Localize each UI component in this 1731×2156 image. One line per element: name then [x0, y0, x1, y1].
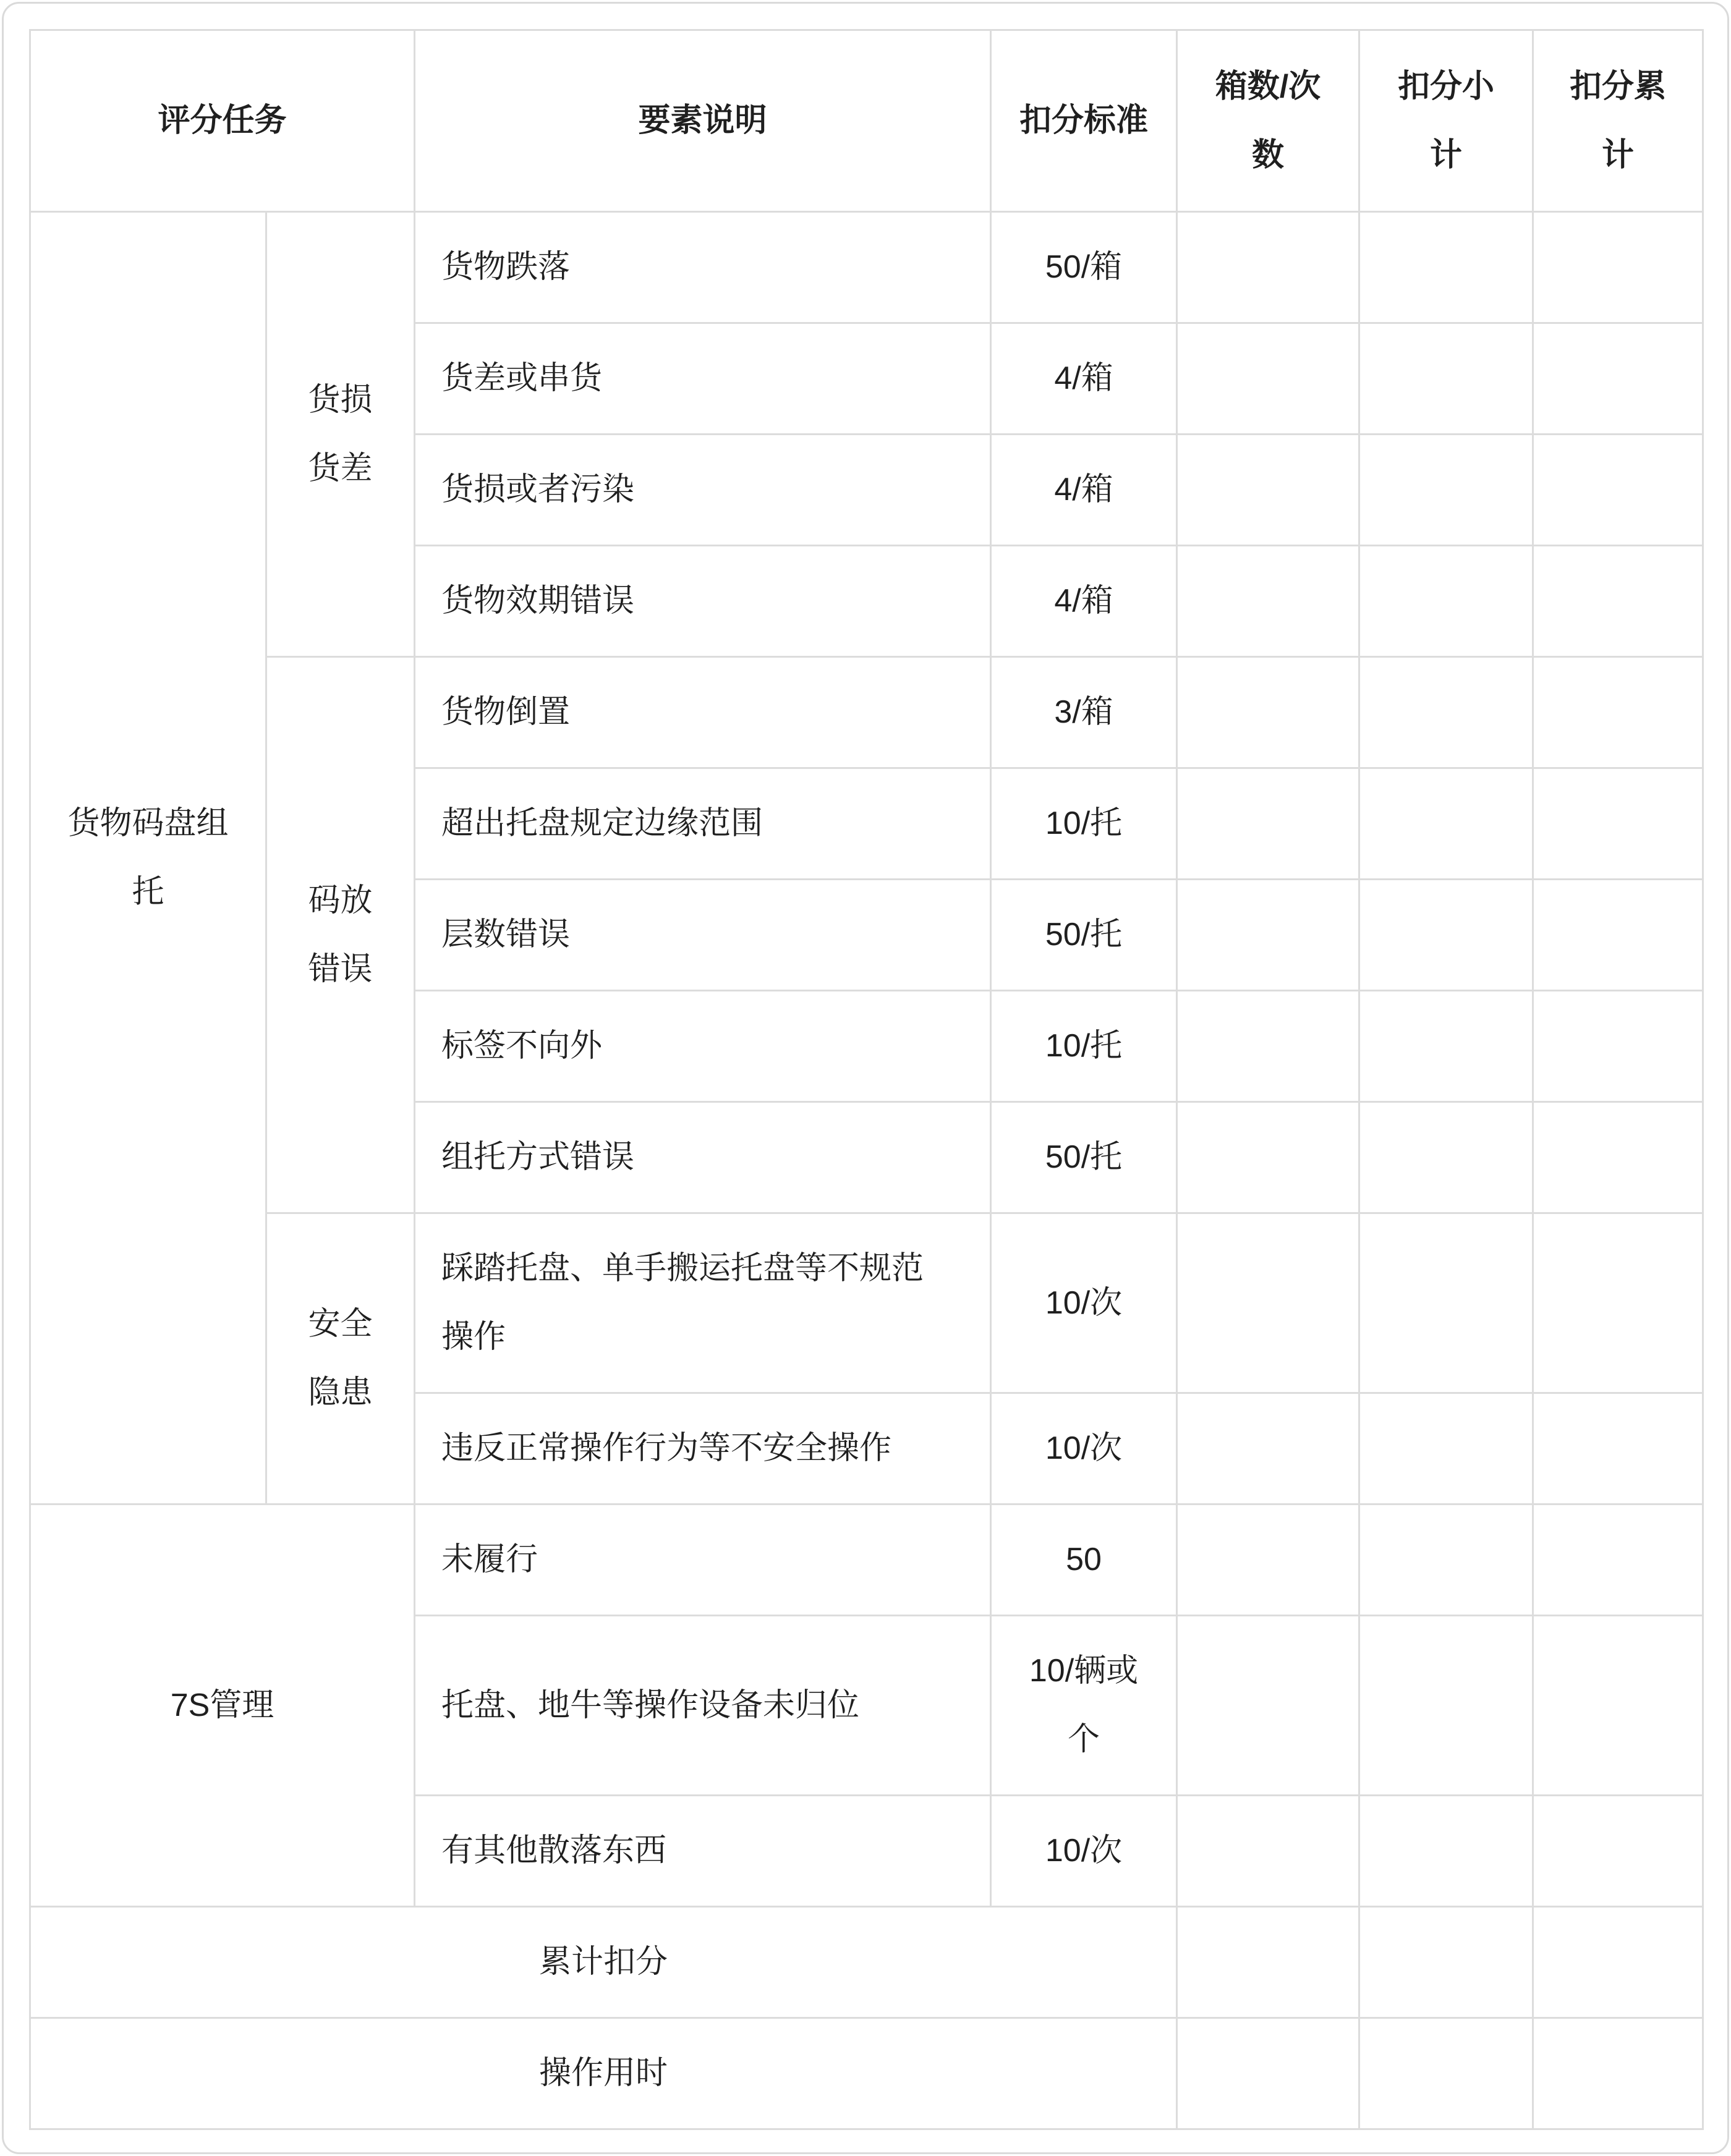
count-cell — [1177, 768, 1359, 880]
cumulative-cell — [1533, 657, 1703, 768]
subtotal-cell — [1359, 1213, 1533, 1393]
footer-label-operation-time: 操作用时 — [30, 2018, 1177, 2129]
standard-cell: 10/次 — [991, 1796, 1177, 1907]
footer-row — [30, 2018, 1703, 2129]
element-cell: 货差或串货 — [415, 323, 991, 435]
count-cell — [1177, 1213, 1359, 1393]
cumulative-cell — [1533, 1796, 1703, 1907]
table-row — [30, 657, 1703, 768]
standard-cell: 50/托 — [991, 1102, 1177, 1213]
subgroup-cell: 货损货差 — [266, 212, 415, 657]
count-cell — [1177, 1907, 1359, 2018]
standard-cell: 10/次 — [991, 1393, 1177, 1505]
cumulative-cell — [1533, 435, 1703, 546]
element-cell: 踩踏托盘、单手搬运托盘等不规范操作 — [415, 1213, 991, 1393]
task-group-cell: 货物码盘组托 — [30, 212, 266, 1505]
standard-cell: 10/次 — [991, 1213, 1177, 1393]
header-task: 评分任务 — [30, 30, 415, 212]
subtotal-cell — [1359, 323, 1533, 435]
table-row — [30, 212, 1703, 323]
element-cell: 标签不向外 — [415, 991, 991, 1102]
subgroup-cell: 码放错误 — [266, 657, 415, 1213]
standard-cell: 10/托 — [991, 991, 1177, 1102]
header-cumulative: 扣分累计 — [1533, 30, 1703, 212]
cumulative-cell — [1533, 1102, 1703, 1213]
count-cell — [1177, 1616, 1359, 1796]
count-cell — [1177, 212, 1359, 323]
element-cell: 货物效期错误 — [415, 546, 991, 657]
subgroup-cell: 安全隐患 — [266, 1213, 415, 1505]
subtotal-cell — [1359, 991, 1533, 1102]
cumulative-cell — [1533, 1616, 1703, 1796]
element-cell: 有其他散落东西 — [415, 1796, 991, 1907]
element-cell: 违反正常操作行为等不安全操作 — [415, 1393, 991, 1505]
header-element: 要素说明 — [415, 30, 991, 212]
cumulative-cell — [1533, 546, 1703, 657]
header-count: 箱数/次数 — [1177, 30, 1359, 212]
count-cell — [1177, 657, 1359, 768]
standard-cell: 3/箱 — [991, 657, 1177, 768]
element-cell: 货损或者污染 — [415, 435, 991, 546]
count-cell — [1177, 991, 1359, 1102]
element-cell: 货物跌落 — [415, 212, 991, 323]
subtotal-cell — [1359, 1102, 1533, 1213]
subtotal-cell — [1359, 880, 1533, 991]
count-cell — [1177, 2018, 1359, 2129]
scoring-table — [29, 29, 1704, 2130]
count-cell — [1177, 323, 1359, 435]
header-subtotal: 扣分小计 — [1359, 30, 1533, 212]
subtotal-cell — [1359, 546, 1533, 657]
table-row — [30, 1213, 1703, 1393]
subtotal-cell — [1359, 1616, 1533, 1796]
subtotal-cell — [1359, 768, 1533, 880]
cumulative-cell — [1533, 768, 1703, 880]
subtotal-cell — [1359, 212, 1533, 323]
footer-row — [30, 1907, 1703, 2018]
cumulative-cell — [1533, 880, 1703, 991]
count-cell — [1177, 435, 1359, 546]
count-cell — [1177, 880, 1359, 991]
element-cell: 托盘、地牛等操作设备未归位 — [415, 1616, 991, 1796]
count-cell — [1177, 546, 1359, 657]
standard-cell: 10/托 — [991, 768, 1177, 880]
element-cell: 货物倒置 — [415, 657, 991, 768]
cumulative-cell — [1533, 991, 1703, 1102]
standard-cell: 10/辆或个 — [991, 1616, 1177, 1796]
element-cell: 组托方式错误 — [415, 1102, 991, 1213]
header-row — [30, 30, 1703, 212]
standard-cell: 4/箱 — [991, 323, 1177, 435]
element-cell: 层数错误 — [415, 880, 991, 991]
cumulative-cell — [1533, 323, 1703, 435]
subtotal-cell — [1359, 1796, 1533, 1907]
element-cell: 未履行 — [415, 1505, 991, 1616]
count-cell — [1177, 1102, 1359, 1213]
cumulative-cell — [1533, 1393, 1703, 1505]
header-standard: 扣分标准 — [991, 30, 1177, 212]
cumulative-cell — [1533, 212, 1703, 323]
standard-cell: 4/箱 — [991, 435, 1177, 546]
cumulative-cell — [1533, 2018, 1703, 2129]
table-card — [2, 2, 1729, 2154]
subtotal-cell — [1359, 2018, 1533, 2129]
standard-cell: 50/箱 — [991, 212, 1177, 323]
count-cell — [1177, 1796, 1359, 1907]
subtotal-cell — [1359, 1907, 1533, 2018]
footer-label-total-deduction: 累计扣分 — [30, 1907, 1177, 2018]
count-cell — [1177, 1505, 1359, 1616]
subtotal-cell — [1359, 435, 1533, 546]
standard-cell: 4/箱 — [991, 546, 1177, 657]
cumulative-cell — [1533, 1505, 1703, 1616]
table-row — [30, 1505, 1703, 1616]
cumulative-cell — [1533, 1907, 1703, 2018]
subtotal-cell — [1359, 1505, 1533, 1616]
task-group-cell: 7S管理 — [30, 1505, 415, 1907]
cumulative-cell — [1533, 1213, 1703, 1393]
count-cell — [1177, 1393, 1359, 1505]
subtotal-cell — [1359, 1393, 1533, 1505]
element-cell: 超出托盘规定边缘范围 — [415, 768, 991, 880]
standard-cell: 50/托 — [991, 880, 1177, 991]
standard-cell: 50 — [991, 1505, 1177, 1616]
subtotal-cell — [1359, 657, 1533, 768]
